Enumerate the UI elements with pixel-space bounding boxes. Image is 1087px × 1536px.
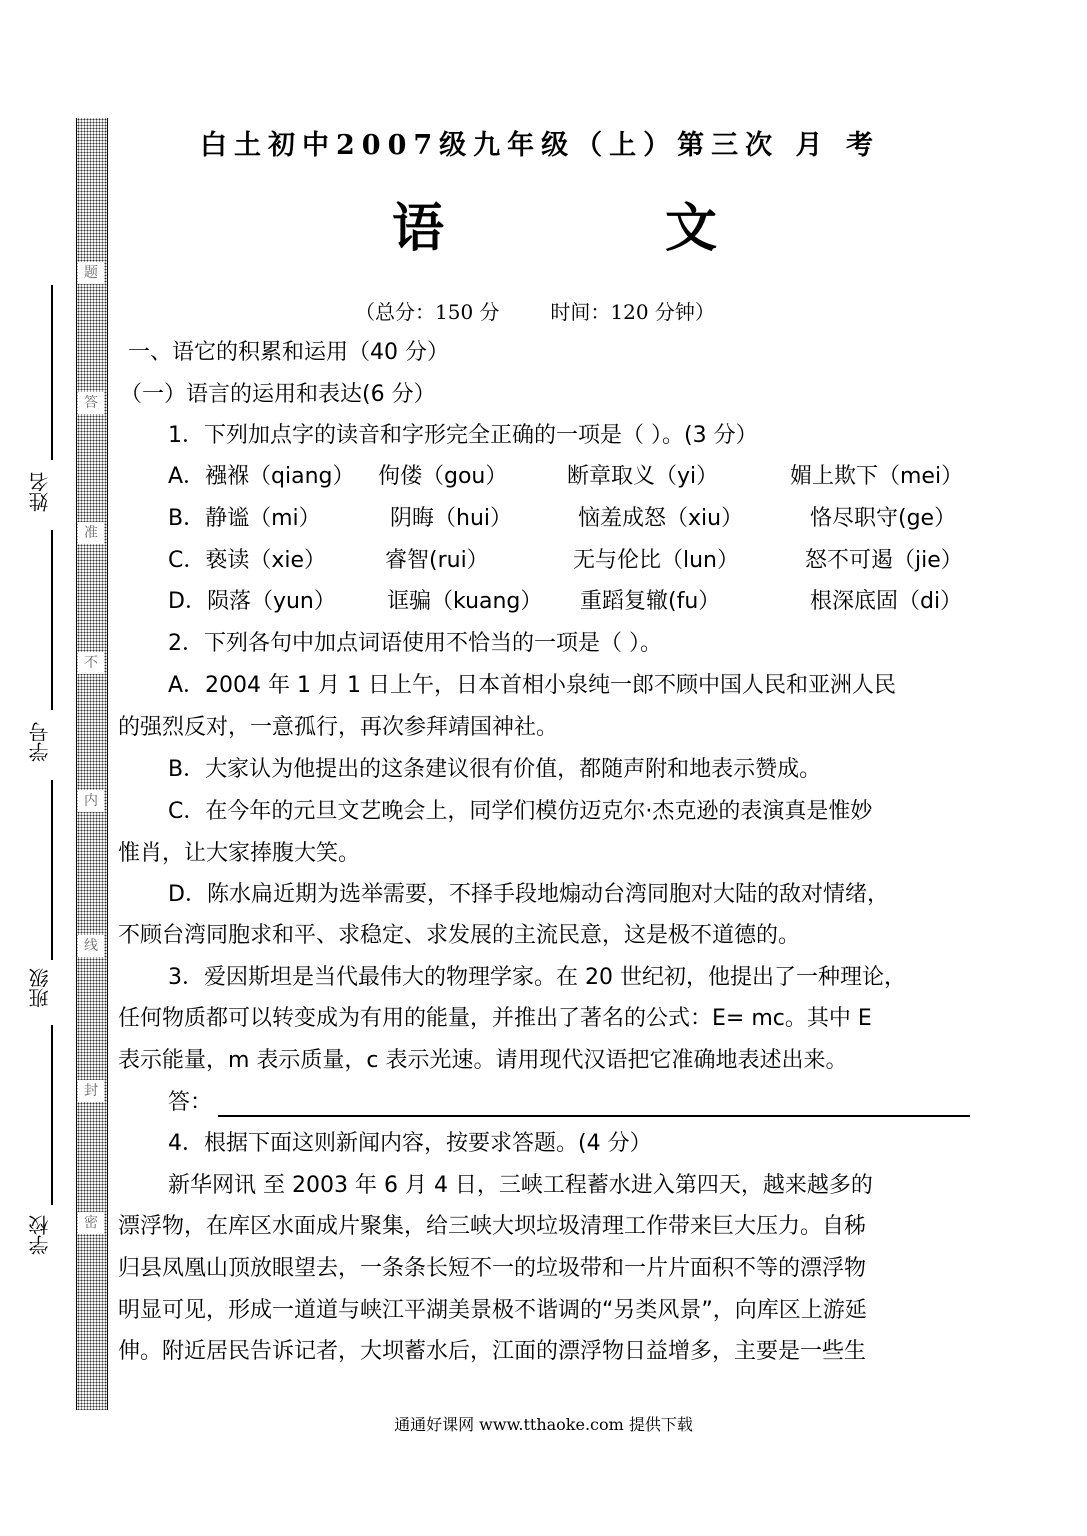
seal-char: 准: [78, 522, 104, 544]
news-line: 新华网讯 至 2003 年 6 月 4 日，三峡工程蓄水进入第四天，越来越多的: [168, 1173, 873, 1198]
question-3-cont: 表示能量，m 表示质量，c 表示光速。请用现代汉语把它准确地表述出来。: [118, 1048, 848, 1073]
name-field-line: [51, 285, 53, 460]
q1-option: A．襁褓（qiang）: [168, 464, 355, 489]
q1-option: 恼羞成怒（xiu）: [578, 506, 744, 531]
q2-option-c: C．在今年的元旦文艺晚会上，同学们模仿迈克尔·杰克逊的表演真是惟妙: [168, 799, 873, 824]
q1-option: 恪尽职守(ge）: [810, 506, 957, 531]
exam-title: 白土初中2007级九年级（上）第三次 月 考: [200, 130, 880, 161]
q1-option: D．陨落（yun）: [168, 589, 336, 614]
school-field-label: 学校: [28, 1215, 52, 1255]
score-time-line: （总分：150 分 时间：120 分钟）: [355, 300, 715, 324]
footer-credit: 通通好课网 www.tthaoke.com 提供下载: [394, 1415, 693, 1434]
seal-char: 内: [78, 790, 104, 812]
question-3: 3．爱因斯坦是当代最伟大的物理学家。在 20 世纪初，他提出了一种理论，: [168, 965, 906, 990]
q1-option: 怒不可遏（jie）: [805, 548, 963, 573]
q1-option: 诓骗（kuang）: [387, 589, 543, 614]
q1-option: 媚上欺下（mei）: [790, 464, 964, 489]
q1-option: 无与伦比（lun）: [573, 548, 739, 573]
school-field-line: [51, 1025, 53, 1205]
q2-option-b: B．大家认为他提出的这条建议很有价值，都随声附和地表示赞成。: [168, 757, 822, 782]
seal-char: 封: [78, 1080, 104, 1102]
question-3-cont: 任何物质都可以转变成为有用的能量，并推出了著名的公式：E= mc。其中 E: [118, 1006, 872, 1031]
student-id-field-line: [51, 530, 53, 710]
q1-option: 佝偻（gou）: [378, 464, 508, 489]
news-line: 归县凤凰山顶放眼望去，一条条长短不一的垃圾带和一片片面积不等的漂浮物: [118, 1256, 867, 1281]
news-line: 漂浮物，在库区水面成片聚集，给三峡大坝垃圾清理工作带来巨大压力。自秭: [118, 1214, 867, 1239]
q2-option-a: A．2004 年 1 月 1 日上午，日本首相小泉纯一郎不顾中国人民和亚洲人民: [168, 673, 897, 698]
q1-option: 阴晦（hui）: [390, 506, 512, 531]
q1-option: C．亵读（xie）: [168, 548, 327, 573]
student-id-field-label: 学号: [28, 722, 52, 762]
seal-char: 不: [78, 652, 104, 674]
class-field-line: [51, 780, 53, 960]
answer-label: 答：: [168, 1090, 213, 1115]
answer-line[interactable]: [218, 1115, 970, 1117]
q2-option-c-cont: 惟肖，让大家捧腹大笑。: [118, 841, 361, 866]
q2-option-a-cont: 的强烈反对，一意孤行，再次参拜靖国神社。: [118, 715, 559, 740]
question-2: 2．下列各句中加点词语使用不恰当的一项是（ ）。: [168, 631, 662, 656]
seal-char: 密: [78, 1212, 104, 1234]
section-heading: 一、语它的积累和运用（40 分）: [128, 340, 449, 365]
seal-char: 题: [78, 262, 104, 284]
subsection-heading: （一）语言的运用和表达(6 分）: [120, 382, 436, 407]
seal-char: 线: [78, 935, 104, 957]
seal-char: 答: [78, 392, 104, 414]
q1-option: 重蹈复辙(fu）: [580, 589, 721, 614]
class-field-label: 班级: [28, 968, 52, 1008]
subject-char-right: 文: [665, 198, 718, 259]
q2-option-d-cont: 不顾台湾同胞求和平、求稳定、求发展的主流民意，这是极不道德的。: [118, 923, 801, 948]
question-1: 1．下列加点字的读音和字形完全正确的一项是（ ）。(3 分）: [168, 423, 758, 448]
q1-option: B．静谧（mi）: [168, 506, 321, 531]
news-line: 伸。附近居民告诉记者，大坝蓄水后，江面的漂浮物日益增多，主要是一些生: [118, 1339, 867, 1364]
name-field-label: 姓名: [28, 472, 52, 512]
q1-option: 睿智(rui）: [385, 548, 489, 573]
q2-option-d: D．陈水扁近期为选举需要，不择手段地煽动台湾同胞对大陆的敌对情绪，: [168, 882, 889, 907]
question-4: 4．根据下面这则新闻内容，按要求答题。(4 分）: [168, 1131, 652, 1156]
subject-char-left: 语: [392, 198, 445, 259]
q1-option: 断章取义（yi）: [567, 464, 719, 489]
news-line: 明显可见，形成一道道与峡江平湖美景极不谐调的“另类风景”，向库区上游延: [118, 1298, 867, 1323]
q1-option: 根深底固（di）: [810, 589, 963, 614]
